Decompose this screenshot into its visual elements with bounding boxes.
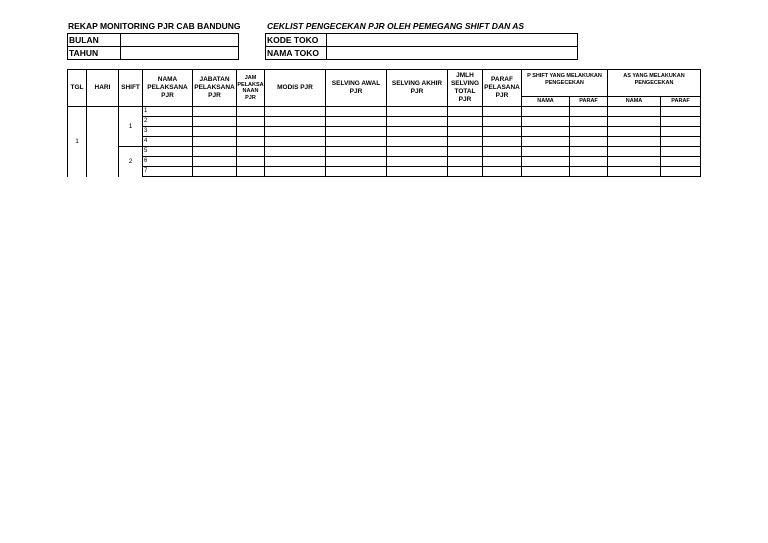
table-cell[interactable] [608,147,661,157]
table-cell[interactable] [570,117,608,127]
table-cell[interactable] [483,157,522,167]
table-cell[interactable] [326,127,387,137]
table-cell[interactable] [608,117,661,127]
table-cell[interactable] [448,107,483,117]
table-cell[interactable] [326,137,387,147]
table-cell[interactable] [608,127,661,137]
table-row [68,167,701,177]
checklist-title: CEKLIST PENGECEKAN PJR OLEH PEMEGANG SHIFT DAN AS [267,21,525,31]
col-header-as-nama: NAMA [608,97,661,107]
col-header-as: AS YANG MELAKUKAN PENGECEKAN [608,70,701,97]
table-cell[interactable] [265,157,326,167]
store-info-table [265,33,578,60]
col-header-p-shift-paraf: PARAF [570,97,608,107]
col-header-jabatan-pelaksana: JABATAN PELAKSANA PJR [193,70,237,107]
row-number: 3 [143,127,193,137]
table-cell[interactable] [608,107,661,117]
kode-toko-label: KODE TOKO [266,34,327,47]
table-cell[interactable] [387,127,448,137]
table-cell[interactable] [522,157,570,167]
table-cell[interactable] [265,107,326,117]
table-cell[interactable] [448,147,483,157]
table-cell[interactable] [387,137,448,147]
table-cell[interactable] [661,127,701,137]
tgl-cell: 1 [68,107,87,177]
table-cell[interactable] [661,107,701,117]
table-cell[interactable] [483,117,522,127]
table-cell[interactable] [387,167,448,177]
table-cell[interactable] [448,127,483,137]
table-cell[interactable] [193,137,237,147]
table-cell[interactable] [448,137,483,147]
col-header-as-paraf: PARAF [661,97,701,107]
table-cell[interactable] [387,147,448,157]
row-number: 6 [143,157,193,167]
table-cell[interactable] [193,157,237,167]
col-header-hari: HARI [87,70,119,107]
table-cell[interactable] [326,157,387,167]
row-number: 7 [143,167,193,177]
table-cell[interactable] [483,147,522,157]
col-header-shift: SHIFT [119,70,143,107]
table-cell[interactable] [265,127,326,137]
monitoring-table [67,69,701,177]
col-header-nama-pelaksana: NAMA PELAKSANA PJR [143,70,193,107]
table-row [68,147,701,157]
table-cell[interactable] [483,167,522,177]
table-cell[interactable] [448,157,483,167]
table-cell[interactable] [661,157,701,167]
table-row [68,137,701,147]
table-cell[interactable] [193,117,237,127]
table-cell[interactable] [448,117,483,127]
kode-toko-field[interactable] [327,34,578,47]
table-cell[interactable] [522,107,570,117]
row-number: 2 [143,117,193,127]
table-cell[interactable] [483,127,522,137]
table-cell[interactable] [522,117,570,127]
table-cell[interactable] [570,147,608,157]
table-cell[interactable] [387,117,448,127]
row-number: 5 [143,147,193,157]
table-cell[interactable] [265,147,326,157]
table-row [68,157,701,167]
table-cell[interactable] [237,167,265,177]
table-row [68,117,701,127]
row-number: 1 [143,107,193,117]
table-cell[interactable] [661,137,701,147]
table-cell[interactable] [483,137,522,147]
col-header-tgl: TGL [68,70,87,107]
table-cell[interactable] [522,137,570,147]
table-cell[interactable] [570,167,608,177]
table-cell[interactable] [661,167,701,177]
table-cell[interactable] [570,107,608,117]
table-cell[interactable] [608,157,661,167]
table-cell[interactable] [570,137,608,147]
hari-cell[interactable] [87,107,119,177]
table-row [68,107,701,117]
shift-cell: 1 [119,107,143,147]
table-cell[interactable] [193,107,237,117]
bulan-field[interactable] [121,34,239,47]
table-cell[interactable] [265,167,326,177]
table-cell[interactable] [326,167,387,177]
table-cell[interactable] [522,127,570,137]
report-title: REKAP MONITORING PJR CAB BANDUNG [68,21,241,31]
table-cell[interactable] [237,157,265,167]
table-cell[interactable] [237,137,265,147]
table-cell[interactable] [326,107,387,117]
table-cell[interactable] [237,117,265,127]
col-header-p-shift-nama: NAMA [522,97,570,107]
nama-toko-field[interactable] [327,47,578,60]
table-row [68,127,701,137]
table-cell[interactable] [326,117,387,127]
shift-cell: 2 [119,147,143,177]
table-cell[interactable] [570,127,608,137]
table-cell[interactable] [448,167,483,177]
table-cell[interactable] [237,127,265,137]
table-cell[interactable] [193,147,237,157]
table-cell[interactable] [387,107,448,117]
table-cell[interactable] [193,167,237,177]
table-cell[interactable] [661,117,701,127]
table-cell[interactable] [608,167,661,177]
col-header-p-shift: P SHIFT YANG MELAKUKAN PENGECEKAN [522,70,608,97]
col-header-modis-pjr: MODIS PJR [265,70,326,107]
table-cell[interactable] [522,167,570,177]
table-cell[interactable] [483,107,522,117]
table-cell[interactable] [237,107,265,117]
table-cell[interactable] [608,137,661,147]
period-info-table [67,33,239,60]
table-cell[interactable] [265,117,326,127]
table-cell[interactable] [522,147,570,157]
tahun-field[interactable] [121,47,239,60]
table-cell[interactable] [193,127,237,137]
nama-toko-label: NAMA TOKO [266,47,327,60]
table-cell[interactable] [237,147,265,157]
col-header-jam-pelaksanaan: JAM PELAKSA NAAN PJR [237,70,265,107]
table-cell[interactable] [661,147,701,157]
table-cell[interactable] [265,137,326,147]
col-header-jmlh-selving: JMLH SELVING TOTAL PJR [448,70,483,107]
table-cell[interactable] [387,157,448,167]
table-cell[interactable] [570,157,608,167]
col-header-selving-awal: SELVING AWAL PJR [326,70,387,107]
row-number: 4 [143,137,193,147]
col-header-selving-akhir: SELVING AKHIR PJR [387,70,448,107]
bulan-label: BULAN [68,34,121,47]
col-header-paraf-pelaksana: PARAF PELASANA PJR [483,70,522,107]
tahun-label: TAHUN [68,47,121,60]
table-cell[interactable] [326,147,387,157]
